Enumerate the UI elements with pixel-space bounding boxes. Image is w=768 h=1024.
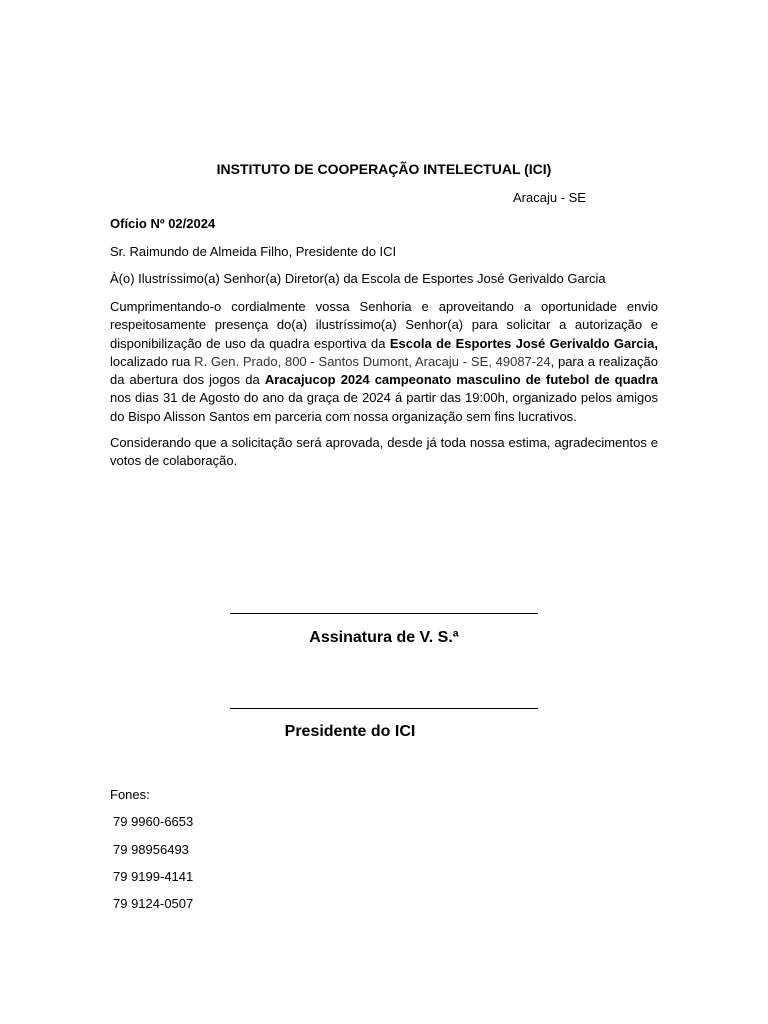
phone-number: 79 98956493 [113, 842, 189, 857]
phone-number: 79 9960-6653 [113, 814, 194, 829]
phone-number: 79 9199-4141 [113, 869, 194, 884]
signature-label-1: Assinatura de V. S.ª [309, 629, 459, 646]
sender-line: Sr. Raimundo de Almeida Filho, Presidente do ICI [110, 244, 397, 259]
body-bold-school: Escola de Esportes José Gerivaldo Garcia, [389, 335, 658, 351]
signature-label-2: Presidente do ICI [284, 723, 416, 740]
body-text: nos dias 31 de Agosto do ano da graça de 2024 á partir das 19:00h, organizado pelos amigos do Bispo Alisson Santos em parceria com nossa organização sem fins lucrativos. [110, 390, 658, 424]
signature-line-1 [230, 613, 538, 614]
recipient-line: À(o) Ilustríssimo(a) Senhor(a) Diretor(a) da Escola de Esportes José Gerivaldo Garcia [110, 271, 606, 286]
body-address: R. Gen. Prado, 800 - Santos Dumont, Aracaju - SE, 49087-24 [194, 353, 551, 369]
fones-label: Fones: [110, 787, 150, 802]
body-text: Cumprimentando-o cordialmente vossa Senhoria e aproveitando a oportunidade envio respeitosamente presença do(a) ilustríssimo(a) Senhor(a) para solicitar a autorização e disponibilização de uso da quadra esportiva da [110, 299, 658, 351]
place-text: Aracaju - SE [513, 190, 586, 205]
body-text: localizado rua [110, 353, 195, 369]
body-text: , para a realização da abertura dos jogos da [110, 353, 659, 388]
signature-line-2 [230, 708, 538, 709]
body-paragraph-1 [110, 298, 658, 426]
body-paragraph-2: Considerando que a solicitação será aprovada, desde já toda nossa estima, agradecimentos e votos de colaboração. [110, 435, 658, 469]
phone-number: 79 9124-0507 [113, 896, 194, 911]
document-title: INSTITUTO DE COOPERAÇÃO INTELECTUAL (ICI) [216, 161, 552, 177]
oficio-number: Ofício Nº 02/2024 [110, 216, 216, 231]
body-bold-event: Aracajucop 2024 campeonato masculino de futebol de quadra [264, 372, 658, 388]
